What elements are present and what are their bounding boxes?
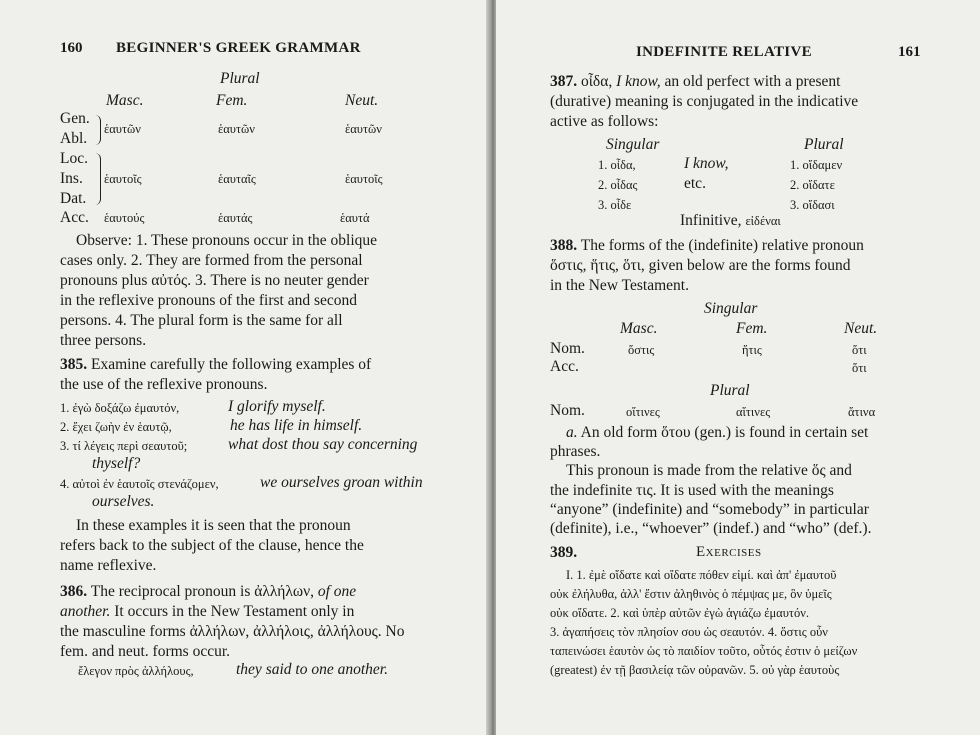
text-line: active as follows: <box>550 113 659 130</box>
folio: 160 <box>60 40 83 56</box>
case-label: Nom. <box>550 402 585 419</box>
exercise-line: οὐκ οἴδατε. 2. καὶ ὑπὲρ αὐτῶν ἐγὼ ἁγιάζω ἐμαυτόν. <box>550 606 809 620</box>
text-line: This pronoun is made from the relative ὅς and <box>566 462 852 479</box>
table-cell: ἑαυτοῖς <box>104 172 142 186</box>
text-line: I know, <box>616 73 661 90</box>
text-line: the masculine forms ἀλλήλων, ἀλλήλοις, ἀλλήλους. No <box>60 623 405 640</box>
table-cell: αἵτινες <box>736 405 771 419</box>
exercise-line: ταπεινώσει ἑαυτὸν ὡς τὸ παιδίον τοῦτο, οὗτός ἐστιν ὁ μείζων <box>550 644 858 658</box>
text-line: The reciprocal pronoun is ἀλλήλων, <box>87 583 318 600</box>
col-neut: Neut. <box>345 92 379 109</box>
table-cell: ὅστις <box>628 343 655 357</box>
translation: we ourselves groan within <box>260 474 423 491</box>
section-number: 385. <box>60 356 88 373</box>
text-line: cases only. 2. They are formed from the personal <box>60 252 363 269</box>
text-line: of one <box>317 583 357 600</box>
note-marker: a. <box>566 424 578 441</box>
brace <box>94 115 101 145</box>
sing-heading: Singular <box>704 300 758 317</box>
case-label: Loc. <box>60 150 88 167</box>
translation: what dost thou say concerning <box>228 436 418 453</box>
conj-form: 2. οἴδατε <box>790 178 835 192</box>
table-cell: οἵτινες <box>626 405 660 419</box>
exercise-line: I. 1. ἐμὲ οἴδατε καὶ οἴδατε πόθεν εἰμί. καὶ ἀπ' ἐμαυτοῦ <box>566 568 837 582</box>
running-head: BEGINNER'S GREEK GRAMMAR <box>116 40 361 56</box>
text-line: the indefinite τις. It is used with the meanings <box>550 482 834 499</box>
col-masc: Masc. <box>106 92 144 109</box>
text-line: ὅστις, ἥτις, ὅτι, given below are the forms found <box>550 257 851 274</box>
brace <box>94 153 101 205</box>
section-number: 389. <box>550 544 578 561</box>
case-label: Abl. <box>60 130 88 147</box>
col-fem: Fem. <box>216 92 248 109</box>
translation: he has life in himself. <box>230 417 363 434</box>
table-cell: ἑαυτά <box>340 211 370 225</box>
table-cell: ἑαυτούς <box>104 211 145 225</box>
case-label: Gen. <box>60 110 90 127</box>
folio: 161 <box>898 44 921 60</box>
section-number: 388. <box>550 237 578 254</box>
conj-form: 2. οἶδας <box>598 178 638 192</box>
col-neut: Neut. <box>844 320 878 337</box>
infinitive-label: Infinitive, <box>680 212 742 229</box>
page-161 <box>496 0 980 735</box>
table-cell: ὅτι <box>852 343 867 357</box>
text-line: οἶδα, <box>577 73 617 90</box>
plur-heading: Plural <box>804 136 844 153</box>
plur-heading: Plural <box>710 382 750 399</box>
text-line: an old perfect with a present <box>660 73 841 90</box>
text-line: pronouns plus αὐτός. 3. There is no neuter gender <box>60 272 369 289</box>
table-cell: ἑαυτάς <box>218 211 253 225</box>
text-line: in the New Testament. <box>550 277 689 294</box>
table-cell: ὅτι <box>852 361 867 375</box>
plural-heading: Plural <box>220 70 260 87</box>
text-line: The forms of the (indefinite) relative pronoun <box>577 237 864 254</box>
text-line: another. <box>60 603 111 620</box>
translation: ourselves. <box>92 493 155 510</box>
section-number: 386. <box>60 583 88 600</box>
greek-example: 4. αὐτοὶ ἐν ἑαυτοῖς στενάζομεν, <box>60 477 219 491</box>
text-line: Observe: 1. These pronouns occur in the oblique <box>76 232 378 249</box>
text-line: fem. and neut. forms occur. <box>60 643 231 660</box>
text-line: phrases. <box>550 443 601 460</box>
greek-example: 1. ἐγὼ δοξάζω ἐμαυτόν, <box>60 401 180 415</box>
greek-example: ἔλεγον πρὸς ἀλλήλους, <box>78 664 194 678</box>
case-label: Acc. <box>550 358 579 375</box>
text-line: An old form ὅτου (gen.) is found in certain set <box>577 424 869 441</box>
table-cell: ἅτινα <box>848 405 876 419</box>
table-cell: ἑαυταῖς <box>218 172 256 186</box>
conj-form: 3. οἴδασι <box>790 198 835 212</box>
running-head: INDEFINITE RELATIVE <box>636 44 812 60</box>
translation: I glorify myself. <box>228 398 326 415</box>
text-line: Examine carefully the following examples of <box>87 356 372 373</box>
translation: thyself? <box>92 455 141 472</box>
text-line: in the reflexive pronouns of the first and second <box>60 292 357 309</box>
conj-form: 1. οἶδα, <box>598 158 636 172</box>
table-cell: ἑαυτῶν <box>345 122 382 136</box>
table-cell: ἑαυτῶν <box>104 122 141 136</box>
conj-form: 1. οἴδαμεν <box>790 158 843 172</box>
text-line: It occurs in the New Testament only in <box>110 603 355 620</box>
translation: they said to one another. <box>236 661 388 678</box>
case-label: Ins. <box>60 170 83 187</box>
gloss: etc. <box>684 175 706 192</box>
text-line: persons. 4. The plural form is the same for all <box>60 312 343 329</box>
section-number: 387. <box>550 73 578 90</box>
table-cell: ἑαυτῶν <box>218 122 255 136</box>
case-label: Acc. <box>60 209 89 226</box>
exercise-line: (greatest) ἐν τῇ βασιλείᾳ τῶν οὐρανῶν. 5. οὐ γὰρ ἑαυτοὺς <box>550 663 840 677</box>
greek-example: 2. ἔχει ζωὴν ἐν ἑαυτῷ, <box>60 420 172 434</box>
col-masc: Masc. <box>620 320 658 337</box>
case-label: Dat. <box>60 190 87 207</box>
col-fem: Fem. <box>736 320 768 337</box>
text-line: (durative) meaning is conjugated in the indicative <box>550 93 859 110</box>
exercise-line: 3. ἀγαπήσεις τὸν πλησίον σου ὡς σεαυτόν. 4. ὅστις οὖν <box>550 625 828 639</box>
infinitive-form: εἰδέναι <box>745 214 781 228</box>
text-line: (definite), i.e., “whoever” (indef.) and “who” (def.). <box>550 520 872 537</box>
sing-heading: Singular <box>606 136 660 153</box>
exercise-line: οὐκ ἐλήλυθα, ἀλλ' ἔστιν ἀληθινὸς ὁ πέμψας με, ὃν ὑμεῖς <box>550 587 832 601</box>
case-label: Nom. <box>550 340 585 357</box>
table-cell: ἥτις <box>742 343 762 357</box>
text-line: “anyone” (indefinite) and “somebody” in particular <box>550 501 869 518</box>
gloss: I know, <box>684 155 729 172</box>
greek-example: 3. τί λέγεις περὶ σεαυτοῦ; <box>60 439 188 453</box>
section-title: Exercises <box>696 544 762 560</box>
conj-form: 3. οἶδε <box>598 198 632 212</box>
text-line: In these examples it is seen that the pronoun <box>76 517 351 534</box>
text-line: name reflexive. <box>60 557 157 574</box>
text-line: the use of the reflexive pronouns. <box>60 376 268 393</box>
text-line: refers back to the subject of the clause, hence the <box>60 537 364 554</box>
text-line: three persons. <box>60 332 147 349</box>
table-cell: ἑαυτοῖς <box>345 172 383 186</box>
